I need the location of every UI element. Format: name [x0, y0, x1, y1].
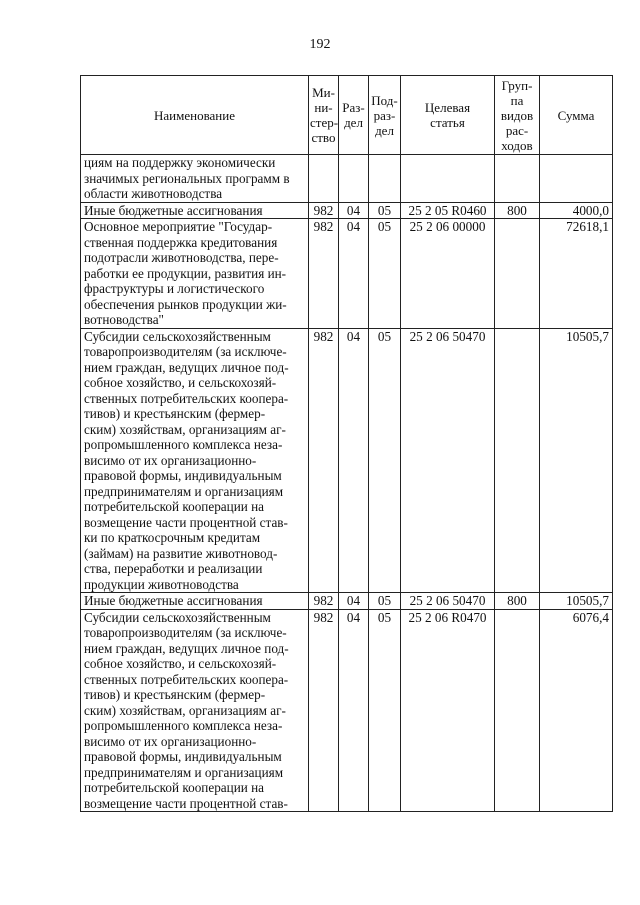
row-subsection: 05: [369, 202, 401, 219]
row-section: 04: [339, 593, 369, 610]
header-section: Раз- дел: [339, 76, 369, 155]
row-target: 25 2 06 50470: [401, 593, 495, 610]
row-subsection: [369, 155, 401, 203]
row-ministry: 982: [309, 328, 339, 593]
row-target: 25 2 06 R0470: [401, 609, 495, 812]
page-number: 192: [309, 37, 331, 52]
table-row: [81, 155, 613, 203]
row-sum: 10505,7: [540, 593, 613, 610]
row-section: 04: [339, 219, 369, 329]
row-sum: 4000,0: [540, 202, 613, 219]
table-header-row: [81, 76, 613, 155]
row-name: Основное мероприятие "Государ- ственная поддержка кредитования подотрасли животноводства, пере- работки ее продукции, развития ин- фраструктуры и логистического обеспечения рынков продукции жи- вотноводства": [81, 219, 309, 329]
row-section: 04: [339, 328, 369, 593]
header-name: Наименование: [81, 76, 309, 155]
row-group: [495, 219, 540, 329]
row-section: 04: [339, 609, 369, 812]
row-group: [495, 155, 540, 203]
header-subsection: Под- раз- дел: [369, 76, 401, 155]
budget-table: [80, 75, 613, 812]
table-row: [81, 609, 613, 812]
row-ministry: 982: [309, 593, 339, 610]
row-group: [495, 328, 540, 593]
row-name: Иные бюджетные ассигнования: [81, 202, 309, 219]
row-ministry: 982: [309, 202, 339, 219]
row-section: [339, 155, 369, 203]
header-sum: Сумма: [540, 76, 613, 155]
row-ministry: 982: [309, 219, 339, 329]
row-target: 25 2 05 R0460: [401, 202, 495, 219]
row-target: [401, 155, 495, 203]
row-ministry: 982: [309, 609, 339, 812]
row-ministry: [309, 155, 339, 203]
row-sum: 72618,1: [540, 219, 613, 329]
row-target: 25 2 06 00000: [401, 219, 495, 329]
row-name: Субсидии сельскохозяйственным товаропроизводителям (за исключе- нием граждан, ведущих личное под- собное хозяйство, и сельскохозяй- ственных потребительских коопера- тивов) и крестьянским (фермер- ским) хозяйствам, организациям аг- ропромышленного комплекса неза- висимо от их организационно- правовой формы, индивидуальным предпринимателям и организациям потребительской кооперации на возмещение части процентной став- ки по краткосрочным кредитам (займам) на развитие животновод- ства, переработки и реализации продукции животноводства: [81, 328, 309, 593]
row-subsection: 05: [369, 609, 401, 812]
table-row: [81, 593, 613, 610]
row-target: 25 2 06 50470: [401, 328, 495, 593]
row-section: 04: [339, 202, 369, 219]
header-ministry: Ми- ни- стер- ство: [309, 76, 339, 155]
header-group: Груп- па видов рас- ходов: [495, 76, 540, 155]
table-row: [81, 202, 613, 219]
header-target: Целевая статья: [401, 76, 495, 155]
row-name: Субсидии сельскохозяйственным товаропроизводителям (за исключе- нием граждан, ведущих личное под- собное хозяйство, и сельскохозяй- ственных потребительских коопера- тивов) и крестьянским (фермер- ским) хозяйствам, организациям аг- ропромышленного комплекса неза- висимо от их организационно- правовой формы, индивидуальным предпринимателям и организациям потребительской кооперации на возмещение части процентной став-: [81, 609, 309, 812]
row-name: Иные бюджетные ассигнования: [81, 593, 309, 610]
row-subsection: 05: [369, 593, 401, 610]
row-subsection: 05: [369, 219, 401, 329]
table-row: [81, 219, 613, 329]
row-group: 800: [495, 593, 540, 610]
row-group: 800: [495, 202, 540, 219]
row-sum: 6076,4: [540, 609, 613, 812]
row-sum: 10505,7: [540, 328, 613, 593]
row-subsection: 05: [369, 328, 401, 593]
row-name: циям на поддержку экономически значимых региональных программ в области животноводства: [81, 155, 309, 203]
row-sum: [540, 155, 613, 203]
table-row: [81, 328, 613, 593]
row-group: [495, 609, 540, 812]
